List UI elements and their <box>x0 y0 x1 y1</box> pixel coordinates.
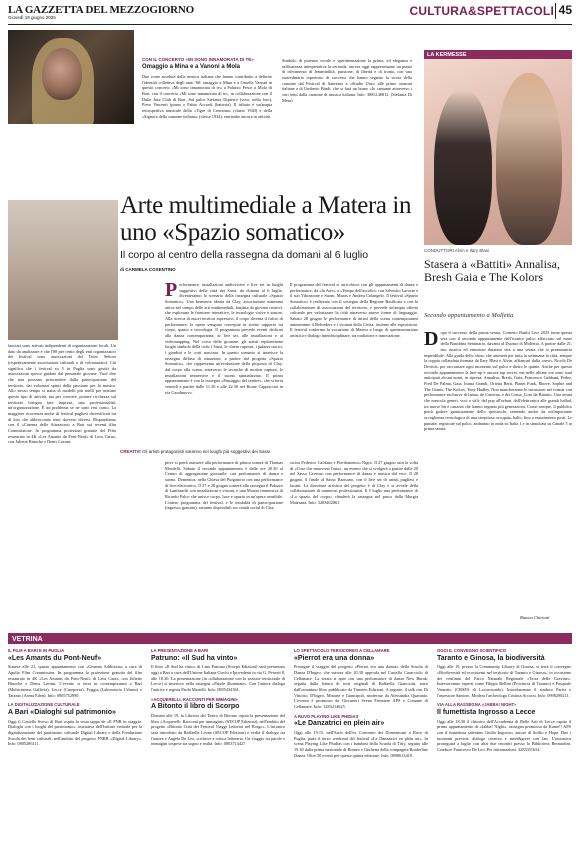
vetrina-body: Stasera alle 21, quarto appuntamento con «Cinema Addiction» a cura di Apulia Film Commission. In programma la proiezione gratuita del film restaurato in 4K «Les Amants du Pont-Neuf» di Leos Carax, con Juliette Binoche e Denis Lavant. L'evento si terrà in contemporanea a Bari (Multicinema Galleria), Lecce (Cineporto), Foggia (Laboratorio Urbano) e Taranto (Arena Eden). Info: 0805752990. <box>8 664 142 698</box>
top-article-kicker: CON IL CONCERTO «MI SONO INNAMORATA DI TE» <box>142 57 254 62</box>
top-article-column-2: Simbolo di potenza vocale e sperimentazione la prima, ed eleganza e raffinatezza interpretativa la seconda, ancora oggi rappresentano un punto di riferimento di femminilità, passione, di libertà e di ironia, con uno straordinario repertorio di successi che hanno segnato la storia della canzone dal Festival di Sanremo a «Studio Uno» alle prime canzoni italiane a di Umberto Bindi, che si farà un brano «Io cantante attraverso i vari temi dalla canzone di musica italiana. Info: 3883140812. (Stefania Di Mera) <box>282 58 412 103</box>
hosts-photo <box>424 59 572 245</box>
vetrina-body: Oggi alle 19.15, nell'Atrio dell'ex Convento dei Domenicani a Ruvo di Puglia, parte il terzo weekend del festival «Le Danzatrici en plein air». In scena Playing Like Phidias con i bambini della Scuola di Titty, seguito alle 19.30 dalla prima nazionale di Romeo e Giulietta della compagnia Borderline Danza. Oltre 50 eventi per questa quinta edizione. Info: 0808613419. <box>294 729 428 758</box>
main-headline: Arte multimediale a Matera in uno «Spazio somatico» <box>120 192 412 246</box>
caption-text: Gli artisti protagonisti saranno nei luoghi più suggestivi dei Sassi <box>141 449 271 454</box>
vetrina-title: Il fumettista Ingrosso a Lecce <box>437 708 536 716</box>
vetrina-title: A Bitonto il libro di Scorpo <box>151 703 240 711</box>
main-dropcap: P <box>165 279 178 301</box>
vetrina-column-1 <box>8 648 142 747</box>
vetrina-body: Oggi il Castello Svevo di Bari ospita la sesta tappa de «Il PNB in viaggio. Dialoghi con i luoghi del patrimonio», iniziativa dell'Istituto centrale per la digitalizzazione del patrimonio culturale Digital Library e della Fondazione Scuola dei beni culturali, nell'ambito del progetto PNRR «Digital Library». Info: 0805286111. <box>8 718 142 747</box>
vetrina-kicker: LA PRESENTAZIONE A BARI <box>151 648 209 653</box>
vetrina-kicker: A RUVO PLAYING LIKE PHIDIAS <box>294 713 359 719</box>
main-article-column-4: sicisti Federico Califano e Pierdomenico Nigro. Il 27 giugno sarà la volta di «Cose che muovono l'aria», un evento che si svolgerà a partire dalle 20 nel Sasso Caveoso con performance di danza e musica dal vivo. Il 28 giugno, il finale al Sasso Barisano, con il live set di artisti pugliesi e lucani. La direzione artistica del progetto è di Clay e si avvale della collaborazione di numerosi professionisti. Il 5 luglio una performance di «Lo spazio del corpo» chiuderà la rassegna nel parco della Murgia Materana. Info: 3283402861. <box>290 460 418 505</box>
vetrina-kicker: VIA ALLA RASSEGNA «JABBA! NIGHT» <box>437 702 517 708</box>
kermesse-dropcap: D <box>424 328 439 350</box>
main-article-column-2: Il programma del festival si arricchisce con gli appuntamenti di danza e performance, da «In Arte» a «Tempo dell'ascolto» con Silvestro Lacorte e il suo Vibrazione e Suoni, Muras e Andrea Colangelo. Il festival «Spazio Somatico» è realizzato con il sostegno della Regione Basilicata e con la collaborazione di associazioni del territorio, e prevede un'ampia offerta culturale per valorizzare la città attraverso nuove forme di linguaggio. Sabato 28 giugno le performance di artisti della scena contemporanea animeranno il Belvedere e i vicinati della Civita, insieme alle esposizioni. Il festival conferma la vocazione di Matera a luogo di sperimentazione artistica e dialogo interdisciplinare, tra tradizione e innovazione. <box>290 282 418 339</box>
kermesse-body <box>424 330 572 432</box>
vetrina-kicker: LO SPETTACOLO TERSICOREO A CELLAMARE <box>294 648 390 653</box>
vetrina-kicker: «ACQUERELLI, RACCONTI PER IMMAGINI» <box>151 696 239 702</box>
page-number: 45 <box>555 3 572 19</box>
vetrina-title: «Le Danzatrici en plein air» <box>294 720 385 728</box>
vetrina-body: Prosegue il viaggio del progetto «Pierrot era una donna» della Scuola di Danza D'Ingeo, che stasera alle 20.30 approda nel Castello Caracciolo di Cellamare. La serata si apre con una performance di danza New Burak, seguita dalla lettura di testi originali di Raffaella Gianciotti, tratti dall'omonimo libro pubblicato da Timeteo Edizioni. A seguire, il talk con Di Vittorio, D'Ingeo, Minarte e Giancipoli, moderato da Alessandra Quaranta. L'evento è promosso da Giocaneri Scena Frontiere APS e Comune di Cellamare. Info: 3283214625. <box>294 664 428 709</box>
main-photo-caption <box>120 449 418 455</box>
masthead <box>8 3 572 25</box>
main-article-column-1 <box>165 279 283 395</box>
vetrina-kicker: OGGI IL CONVEGNO SCIENTIFICO <box>437 648 507 653</box>
singer-photo <box>8 30 134 124</box>
photo-host-right <box>496 73 562 245</box>
photo-face-shape <box>42 48 82 100</box>
top-article-title: Omaggio a Mina e a Vanoni a Mola <box>142 64 241 70</box>
vetrina-title: A Bari «Dialoghi sul patrimonio» <box>8 708 116 716</box>
top-article-column-1: Due icone assolute della musica italiana che hanno contribuito a definire l'identità collettiva degli anni '60: omaggio a Mina e a Ornella Vanoni in questo concerto «Mi sono innamorata di te» a Palazzo Pesce a Mola di Bari, con il concerto «Mi sono innamorata di te», in collaborazione con il Duke Jazz Club di Bari, Sul palco Stefania Dipierro (voce, nella foto), Piero Vincenti (piano e Fabio Accardi (batteria). Il tributo è un'ampia retrospettiva musicale della «Tigre di Cremona» (classe 1940) e della «Signora della canzone italiana» (classe 1934), entrambe ancora in attività. <box>142 74 272 119</box>
vetrina-body: Oggi alle 18.30 il chiostro dell'Accademia di Belle Arti di Lecce ospita il primo appuntamento di «Jabba! Night», rassegna promossa da Kame!! APS con il fumettista salentino Giulio Ingrosso, autore di Soffio e Hope. Due i momenti previsti: dialogo creativo e meet&greet con fan. L'iniziativa proseguirà a luglio con altri due incontri presso la Biblioteca Bernardini. Conduce Francesco De Leo. Per informazioni: 3283351654. <box>437 718 571 752</box>
hosts-photo-caption: CONDUTTORI Alvin e Ilary Blasi <box>424 248 490 253</box>
kermesse-signature: Bianca Chiriatti <box>520 615 550 620</box>
photo-host-left <box>434 89 492 245</box>
newspaper-logo: LA GAZZETTA DEL MEZZOGIORNO <box>8 4 195 16</box>
vetrina-column-3 <box>294 648 428 758</box>
kermesse-section-label: LA KERMESSE <box>424 50 572 59</box>
kermesse-body-text: opo il successo della prima serata, Cornetto Battiti Live 2025 torna questa sera con il secondo appuntamento dall'iconico palco affacciato sul mare della Banchina Seminario, davanti al Duomo di Molfetta. A partire dalle 21, tan, musica ed emozioni daranno vita a una serata che si preannuncia imperdibile. Alla guida dello show, che animerà per tutta la settimana la città, sempre la coppia collaudata formata da Ilary Blasi e Alvin, affiancati dalla «new» Nicolò De Devitiis, per raccontare ogni momento sul palco e dietro le quinte. Anche per questo secondo appuntamento la line-up è ancora top secret, ma nelle ultime ore sono stati anticipati alcuni nomi, in ripresa: Annalisa, Bresh, Gaia, Francesco Gabbani, Fedez, Fred De Palma, Gaia, Irama Grandi, Orietta Berti, Planet Funk, Rhove, Sophie and The Giants, The Kolors, Tony Hadley. Non mancheranno le incursioni nei format con performance esclusive di Ianna, de Caterina, e dei Coma_Cose da Bitonto. Una serata che mescola generi, voci e stili: dal pop all'urban, dall'elettronica alle grandi ballad, tra nuove hit e canzoni che hanno segnato più generazioni. Come sempre, il pubblico potrà godere gratuitamente dello spettacolo, sentendo anche da un'importante accoglienza tecnologica di una strepitosa occupata, ballo, fino a esaurimento posti. Le puntate, registrate sul palco, andranno in onda su Italia 1 e in simulcast su Canale 5 in prima serata. <box>424 330 572 432</box>
kermesse-title: Stasera a «Battiti» Annalisa, Bresh Gaia e The Kolors <box>424 257 560 285</box>
vetrina-title: «Pierrot era una donna» <box>294 654 375 662</box>
kermesse-subtitle: Secondo appuntamento a Molfetta <box>424 312 514 319</box>
vetrina-kicker: IL FILM A BARI E IN PUGLIA <box>8 648 65 653</box>
vetrina-kicker: LA DIGITALIZZAZIONE CULTURALE <box>8 702 80 708</box>
vetrina-column-2 <box>151 648 285 747</box>
main-subheadline: Il corpo al centro della rassegna da domani al 6 luglio <box>120 249 369 261</box>
main-byline: di CARMELA COSENTINO <box>120 267 176 272</box>
performance-photo-left <box>8 200 118 340</box>
caption-label: CREATIVI <box>120 449 141 454</box>
vetrina-title: Patruno: «Il Sud ha vinto» <box>151 654 238 662</box>
issue-date: Giovedì 19 giugno 2025 <box>8 15 56 20</box>
main-article-column-3: ptive si potrà assistere alla performance di pittura sonora di Thomas Mordelli. Sabato il secondo appuntamento è dalle ore 20.30 al Centro di aggregazione giovanile, con performance di danza e suono. Domenica, nella Chiesa del Purgatorio con una performance di live-electronics. Il 27 e 28 giugno tornerà alla rassegna il Palazzo di Lanfranchi con installazioni e visioni, e una Mostra immersiva di Ricardo Falco che unisce corpo, luce e spazio in un'opera sensibile. L'intero programma del festival, e le modalità di partecipazione (ingresso gratuito), saranno disponibili sui canali social di Clay. <box>165 460 283 511</box>
vetrina-section-label: VETRINA <box>8 633 572 644</box>
section-name: CULTURA&SPETTACOLI <box>409 4 554 18</box>
vetrina-body: Domani alle 19, la Libreria del Teatro di Bitonto ospita la presentazione del libro «Acquerelli. Racconti per immagini» (SECOP Edizioni), nell'ambito del progetto «Bitonto Città dei Festival Viaggi Letterari nel Borgo». L'incontro sarà introdotto da Raffaella Leone (SECOP Edizioni) e vedrà il dialogo tra l'autore e Angela De Leo, scrittrice e critica letteraria. Un viaggio tra parole e immagini sospese tra sogno e realtà. Info: 0803714427. <box>151 712 285 747</box>
vetrina-title: «Les Amants du Pont-Neuf» <box>8 654 102 662</box>
vetrina-title: Taranto e Ginosa, la biodiversità <box>437 654 545 662</box>
main-article-column-1-text: erformance, installazioni audiovisive e live set in luoghi suggestivi della città dei Sassi: da domani al 6 luglio, diventeranno lo scenario della rassegna culturale «Spazio Somatico». Una kermesse ideata da Clay, associazione materana attiva nel campo delle arti multimediali, fondata da giovani creativi, che esplorano le frontiere interattive, le tecnologie visive e sonore. Alla ricerca di nuovi territori espressivi, il corpo diventa il fulcro di performance: le opere vengono concepite in stretto rapporto tra corpo, spazio e tecnologia. Il programma prevede eventi dedicati alla danza contemporanea, ai live set, alle installazioni e al videomapping. Nel corso delle giornate, gli artisti esploreranno luoghi simbolo della città: i Sassi, le chiese rupestri, i palazzi storici, i giardini e le corti nascoste. In questo scenario si inserisce la rassegna diffusa di situazioni, a partire dal progetto «Spazio Somatico», che rappresenta un'evoluzione della proposta di Clay: dal corpo alla scena, attraverso le tecniche di motion capture, le installazioni immersive e il suono spazializzato. Il primo appuntamento è con la rassegna «Passaggio del sentire», che si terrà venerdì a partire dalle 11.30 e alle 22.30 nel Rione Cappuccini in via Casalnuovo. <box>165 282 283 395</box>
left-column-text: fanciati sono attivati indipendenti di organizzazioni locali. Un dato da analizzare è che l'88 per cento degli enti organizzatori dei festival sono associazioni del Terzo Settore (rispettivamente associazioni culturali o di volontariato). Ciò significa che i festival su 5 in Puglia sono gestiti da associazioni spesso guidate dal personale giovane. Vuol dire che non possono prescindere dalla partecipazione del territorio, dai volontari spinti dalla passione per la musica. Allo stesso tempo si tratta di modelli più snelli per iniziare questo tipo di attività, ma per crescere, portare ricchezza sul territorio bisogna fare impresa, una professionalità, un'organizzazione. È un problema se ne sono resi conto. La maggiore ricorrenza anche di festival pugliesi diversificati tra di loro che abbracciano temi davvero diversi. Rispondiamo con il «Cinema delle Attrazioni» a Bari sui recenti film Commissione. In programma proiezioni gratuite del Film restaurato in 4K «Les Amants du Pont-Neuf» di Leos Carax, con Juliette Binoche e Denis Lavant. <box>8 343 116 445</box>
vetrina-body: Oggi alle 19, presso la Community Library di Ginosa, si terrà il convegno «Biodiversità ed ecosistemi nel territorio di Taranto e Ginosa», in occasione dei vent'anni del Parco Naturale Regionale «Terra delle Gravine». Interverranno esperti come Filippo Bellini (Provincia di Taranto) e Pasquale Venerito (CRSFA di Locorotondo). Introdurranno il sindaco Parisi e l'assessore Santoro. Modera l'archeologa Cristina Accorsi. Info: 0998290211. <box>437 664 571 698</box>
vetrina-column-4 <box>437 648 571 753</box>
vetrina-body: Il libro «Il Sud ha vinto» di Lino Patruno (Scorpo Edizioni) sarà presentato oggi a Bari a cura dell'Unione Italiana Ciechi e Ipovedenti in via G. Petroni 8, alle 18.30. La presentazione (in collaborazione con la sezione territoriale di Lecce) si inserisce nella rassegna «Parole illuminate». Con l'autore dialoga l'autrice e regista Paola Martelli. Info: 0805434361. <box>151 664 285 692</box>
